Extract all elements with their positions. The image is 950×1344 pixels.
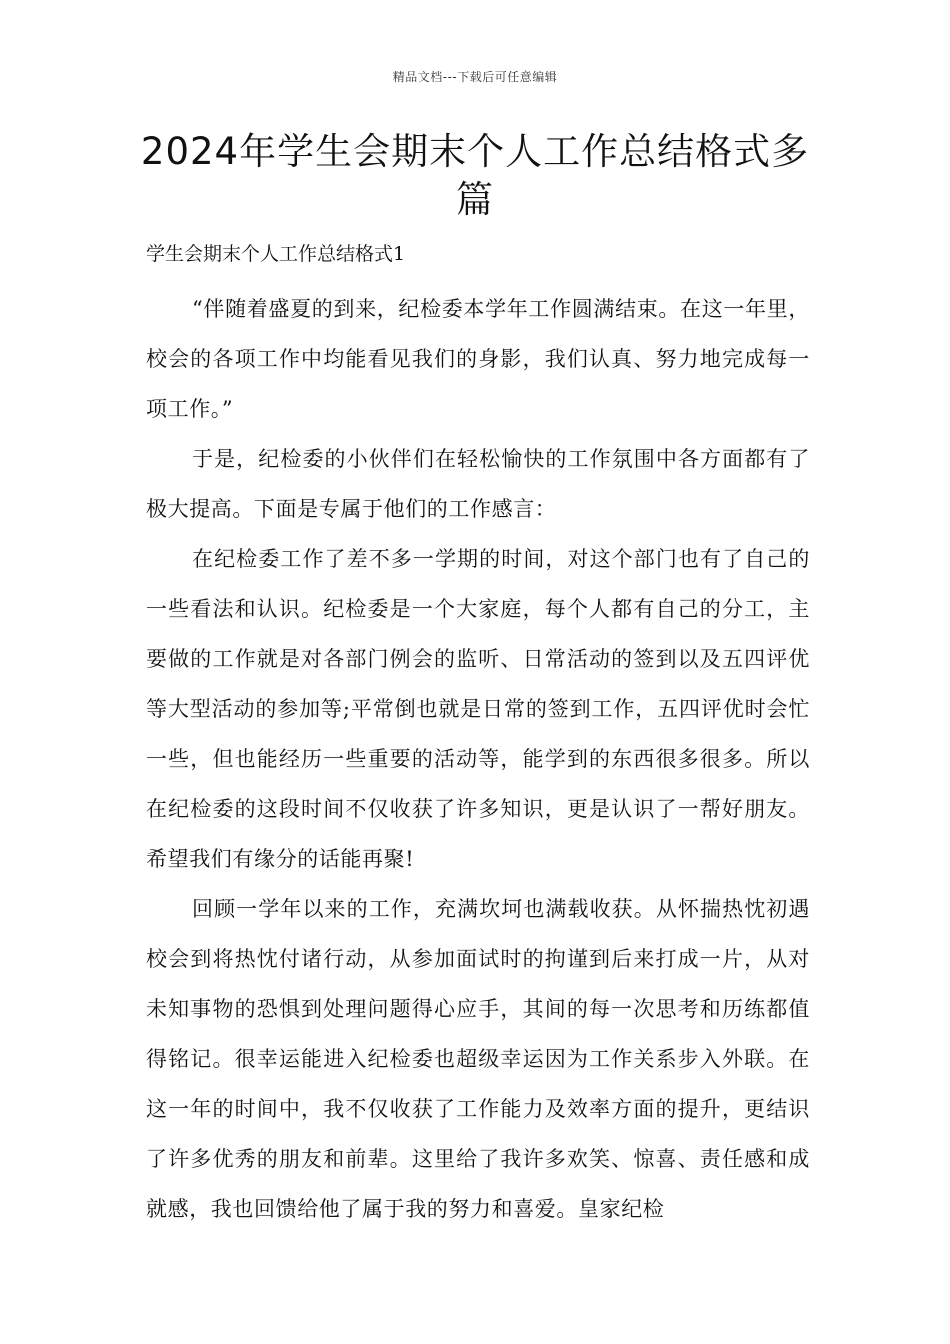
- paragraph-3: 在纪检委工作了差不多一学期的时间，对这个部门也有了自己的一些看法和认识。纪检委是一个大家庭，每个人都有自己的分工，主要做的工作就是对各部门例会的监听、日常活动的签到以及五四评优等大型活动的参加等;平常倒也就是日常的签到工作，五四评优时会忙一些，但也能经历一些重要的活动等，能学到的东西很多很多。所以在纪检委的这段时间不仅收获了许多知识，更是认识了一帮好朋友。希望我们有缘分的话能再聚!: [146, 547, 810, 871]
- paragraph-2: 于是，纪检委的小伙伴们在轻松愉快的工作氛围中各方面都有了极大提高。下面是专属于他们的工作感言：: [146, 447, 810, 521]
- body-text: [146, 284, 810, 1234]
- document-title: 2024年学生会期末个人工作总结格式多篇: [140, 130, 810, 221]
- paragraph-4: 回顾一学年以来的工作，充满坎坷也满载收获。从怀揣热忱初遇校会到将热忱付诸行动，从参加面试时的拘谨到后来打成一片，从对未知事物的恐惧到处理问题得心应手，其间的每一次思考和历练都值得铭记。很幸运能进入纪检委也超级幸运因为工作关系步入外联。在这一年的时间中，我不仅收获了工作能力及效率方面的提升，更结识了许多优秀的朋友和前辈。这里给了我许多欢笑、惊喜、责任感和成就感，我也回馈给他了属于我的努力和喜爱。皇家纪检: [146, 897, 810, 1221]
- header-note: 精品文档---下载后可任意编辑: [392, 70, 558, 84]
- paragraph-1: “伴随着盛夏的到来，纪检委本学年工作圆满结束。在这一年里，校会的各项工作中均能看见我们的身影，我们认真、努力地完成每一项工作。”: [146, 297, 810, 421]
- section-heading: 学生会期末个人工作总结格式1: [146, 243, 406, 265]
